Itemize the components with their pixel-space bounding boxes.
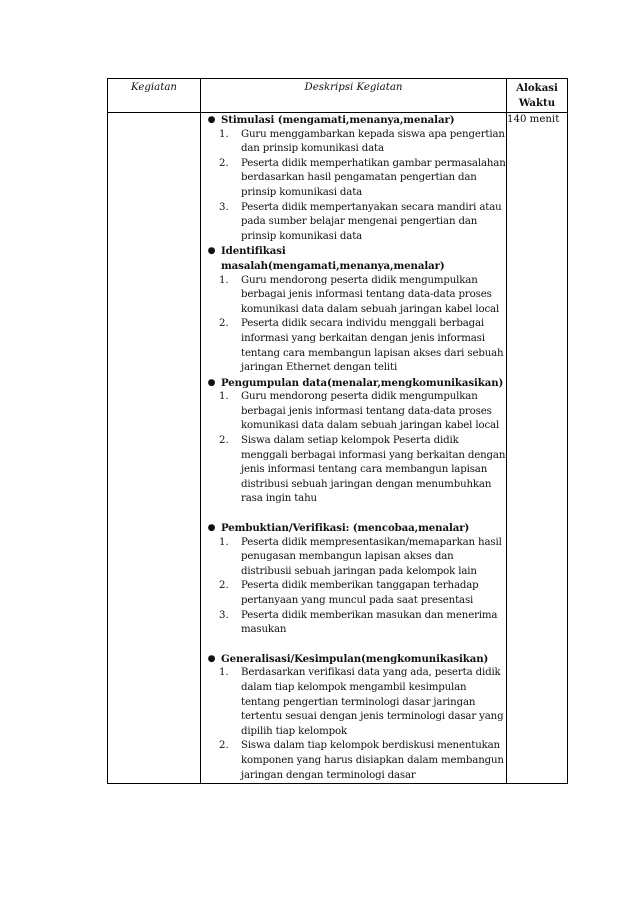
alokasi-cell: 140 menit — [507, 113, 568, 784]
list-item: 1. Guru mendorong peserta didik mengumpulkan berbagai jenis informasi tentang data-data proses komunikasi data dalam sebuah jaringan kabel local — [219, 274, 500, 315]
stage-steps — [201, 666, 506, 783]
stage-title: Stimulasi (mengamati,menanya,menalar) — [221, 114, 455, 126]
list-item: 1. Guru menggambarkan kepada siswa apa pengertian dan prinsip komunikasi data — [219, 128, 505, 155]
bullet-icon: ● — [207, 523, 216, 534]
lesson-activity-table — [107, 78, 568, 784]
list-item: 2. Peserta didik memperhatikan gambar permasalahan berdasarkan hasil pengamatan pengertian dan prinsip komunikasi data — [219, 157, 506, 198]
table-header-row — [108, 79, 568, 113]
header-alokasi-waktu: Alokasi Waktu — [507, 79, 568, 113]
stage-title: Identifikasi masalah(mengamati,menanya,menalar) — [221, 245, 445, 272]
list-item: 2. Peserta didik secara individu menggali berbagai informasi yang berkaitan dengan jenis informasi tentang cara membangun lapisan akses dari sebuah jaringan Ethernet dengan teliti — [219, 318, 504, 374]
bullet-icon: ● — [207, 115, 216, 125]
stage-pembuktian — [201, 521, 506, 536]
list-item: 1. Peserta didik mempresentasikan/memaparkan hasil penugasan membangun lapisan akses dan distribusii sebuah jaringan pada kelompok lain — [219, 536, 502, 577]
kegiatan-cell — [108, 113, 201, 784]
header-kegiatan: Kegiatan — [108, 79, 201, 113]
list-item: 1. Guru mendorong peserta didik mengumpulkan berbagai jenis informasi tentang data-data proses komunikasi data dalam sebuah jaringan kabel local — [219, 391, 500, 432]
deskripsi-cell — [201, 113, 507, 784]
bullet-icon: ● — [207, 377, 216, 388]
stage-title: Pengumpulan data(menalar,mengkomunikasikan) — [221, 376, 504, 389]
stage-identifikasi — [201, 244, 506, 273]
stage-steps — [201, 536, 506, 638]
list-item: 2. Peserta didik memberikan tanggapan terhadap pertanyaan yang muncul pada saat presentasi — [219, 580, 479, 606]
list-item: 2. Siswa dalam tiap kelompok berdiskusi menentukan komponen yang harus disiapkan dalam membangun jaringan dengan terminologi dasar — [219, 740, 504, 781]
stage-steps — [201, 274, 506, 376]
stage-steps — [201, 128, 506, 245]
list-item: 2. Siswa dalam setiap kelompok Peserta didik menggali berbagai informasi yang berkaitan dengan jenis informasi tentang cara membangun lapisan distribusi sebuah jaringan dengan menumbuhkan rasa ingin tahu — [219, 435, 506, 505]
list-item: 1. Berdasarkan verifikasi data yang ada, peserta didik dalam tiap kelompok mengambil kesimpulan tentang pengertian terminologi dasar jaringan tertentu sesuai dengan jenis terminologi dasar yang dipilih tiap kelompok — [219, 667, 504, 737]
table-row — [108, 113, 568, 784]
stage-title: Pembuktian/Verifikasi: (mencobaa,menalar) — [221, 522, 470, 535]
stage-pengumpulan — [201, 376, 506, 391]
list-item: 3. Peserta didik mempertanyakan secara mandiri atau pada sumber belajar mengenai pengertian dan prinsip komunikasi data — [219, 201, 502, 242]
stage-generalisasi — [201, 652, 506, 667]
bullet-icon: ● — [207, 653, 216, 664]
bullet-icon: ● — [207, 246, 216, 257]
header-deskripsi: Deskripsi Kegiatan — [201, 79, 507, 113]
stage-stimulasi — [201, 113, 506, 128]
stage-title: Generalisasi/Kesimpulan(mengkomunikasikan) — [221, 652, 489, 665]
stage-steps — [201, 390, 506, 507]
list-item: 3. Peserta didik memberikan masukan dan menerima masukan — [219, 609, 498, 636]
